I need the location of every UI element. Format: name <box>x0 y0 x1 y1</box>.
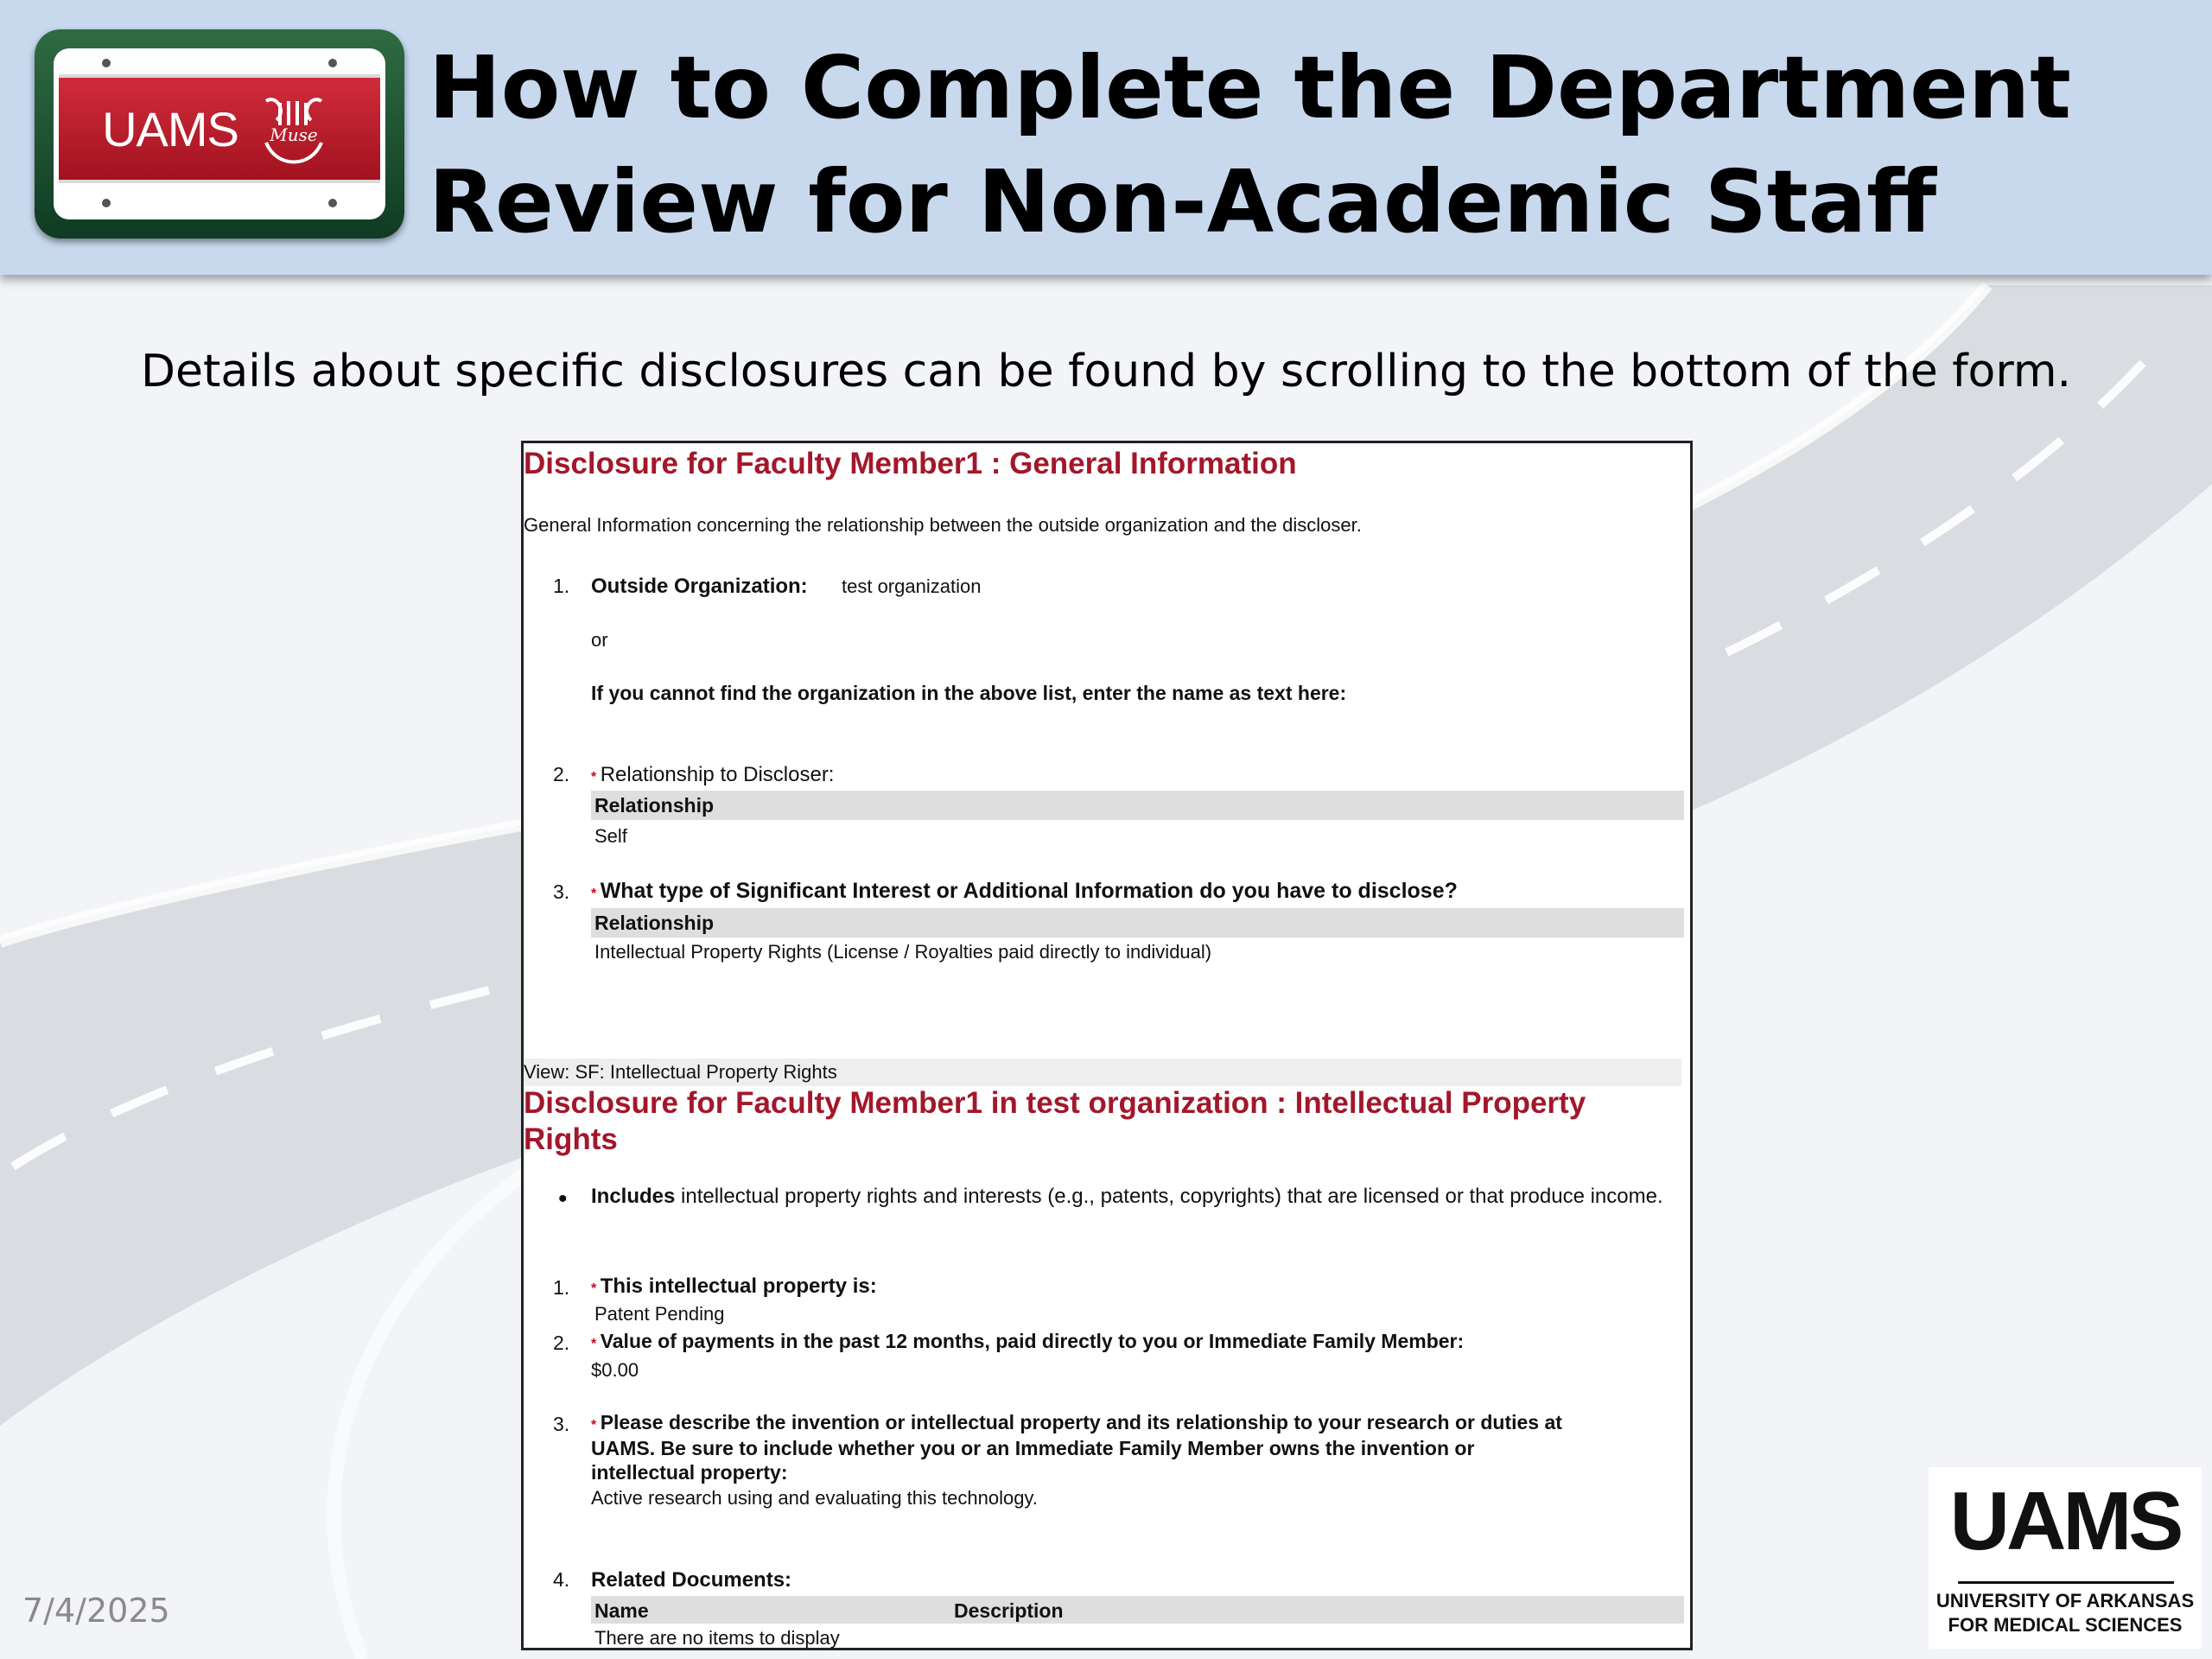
q3-number: 3. <box>553 880 570 903</box>
q2-column-header <box>591 791 1684 820</box>
muse-lyre-icon <box>251 86 337 172</box>
bullet-text <box>591 1183 1693 1211</box>
related-docs-empty: There are no items to display <box>594 1627 840 1649</box>
section2-heading-line1: Disclosure for Faculty Member1 in test organization : Intellectual Property <box>524 1086 1586 1120</box>
s2-q4-number: 4. <box>553 1568 570 1591</box>
bullet-bold: Includes <box>591 1185 676 1208</box>
s2-q1-label-row <box>591 1274 877 1299</box>
section1-heading: Disclosure for Faculty Member1 : General Information <box>524 447 1297 480</box>
q3-label-row <box>591 879 1458 904</box>
q2-required-marker: * <box>591 770 597 785</box>
s2-q3-label-line1 <box>591 1411 1562 1434</box>
s2-q2-label-row <box>591 1330 1464 1353</box>
slide-title-line1: How to Complete the Department <box>429 37 2071 138</box>
related-docs-header <box>591 1596 1684 1624</box>
s2-q1-number: 1. <box>553 1276 570 1299</box>
q3-label: What type of Significant Interest or Additional Information do you have to disclose? <box>600 879 1458 903</box>
s2-q1-label: This intellectual property is: <box>600 1274 877 1298</box>
s2-q2-value: $0.00 <box>591 1359 639 1381</box>
slide-header <box>0 0 2212 275</box>
q3-required-marker: * <box>591 887 597 901</box>
q3-column-label: Relationship <box>594 912 715 934</box>
s2-q1-required-marker: * <box>591 1281 597 1296</box>
s2-q1-value: Patent Pending <box>594 1303 725 1325</box>
s2-q2-number: 2. <box>553 1332 570 1354</box>
slide-title-line2: Review for Non-Academic Staff <box>429 151 1937 252</box>
s2-q2-label: Value of payments in the past 12 months, paid directly to you or Immediate Family Member: <box>600 1330 1465 1352</box>
q1-label: Outside Organization: <box>591 575 808 598</box>
uams-muse-logo <box>35 29 404 238</box>
q2-column-label: Relationship <box>594 794 715 817</box>
q1-number: 1. <box>553 575 570 597</box>
bullet-dot: • <box>558 1185 568 1213</box>
s2-q3-value: Active research using and evaluating this technology. <box>591 1487 1038 1509</box>
disclosure-form-screenshot <box>521 441 1693 1650</box>
section1-description: General Information concerning the relationship between the outside organization and the discloser. <box>524 514 1362 536</box>
s2-q3-label-text1: Please describe the invention or intellectual property and its relationship to your research or duties at <box>600 1411 1562 1433</box>
related-docs-col-name: Name <box>594 1599 649 1622</box>
s2-q4-label: Related Documents: <box>591 1568 792 1592</box>
s2-q3-number: 3. <box>553 1413 570 1435</box>
view-label: View: SF: Intellectual Property Rights <box>524 1061 837 1083</box>
related-docs-col-description: Description <box>954 1599 1064 1622</box>
uams-footer-logo <box>1929 1467 2202 1649</box>
bullet-body: intellectual property rights and interests (e.g., patents, copyrights) that are licensed or that produce income. <box>681 1185 1663 1208</box>
section2-heading-line2: Rights <box>524 1122 618 1156</box>
s2-q3-label-line3: intellectual property: <box>591 1461 788 1484</box>
q3-value: Intellectual Property Rights (License / Royalties paid directly to individual) <box>594 941 1212 963</box>
q1-alt-label: If you cannot find the organization in the above list, enter the name as text here: <box>591 682 1347 704</box>
s2-q2-required-marker: * <box>591 1337 597 1351</box>
logo-subtext: Muse <box>270 124 318 145</box>
q2-label: Relationship to Discloser: <box>600 763 835 786</box>
slide-title <box>429 31 2157 259</box>
q2-number: 2. <box>553 763 570 785</box>
slide-date: 7/4/2025 <box>22 1592 170 1630</box>
q2-label-row <box>591 763 834 787</box>
s2-q3-required-marker: * <box>591 1418 597 1433</box>
footer-logo-text: UAMS <box>1949 1475 2181 1567</box>
q1-value: test organization <box>842 575 982 597</box>
logo-text: UAMS <box>102 101 238 156</box>
footer-logo-line2: FOR MEDICAL SCIENCES <box>1948 1614 2183 1636</box>
s2-q3-label-line2: UAMS. Be sure to include whether you or an Immediate Family Member owns the invention or <box>591 1437 1475 1459</box>
q3-column-header <box>591 908 1684 938</box>
footer-logo-line1: UNIVERSITY OF ARKANSAS <box>1936 1590 2195 1611</box>
q2-value: Self <box>594 825 627 847</box>
view-label-bar <box>524 1058 1681 1086</box>
q1-or: or <box>591 629 608 651</box>
footer-logo-rule <box>1958 1581 2174 1584</box>
slide-subtitle: Details about specific disclosures can be found by scrolling to the bottom of the form. <box>140 346 2072 397</box>
